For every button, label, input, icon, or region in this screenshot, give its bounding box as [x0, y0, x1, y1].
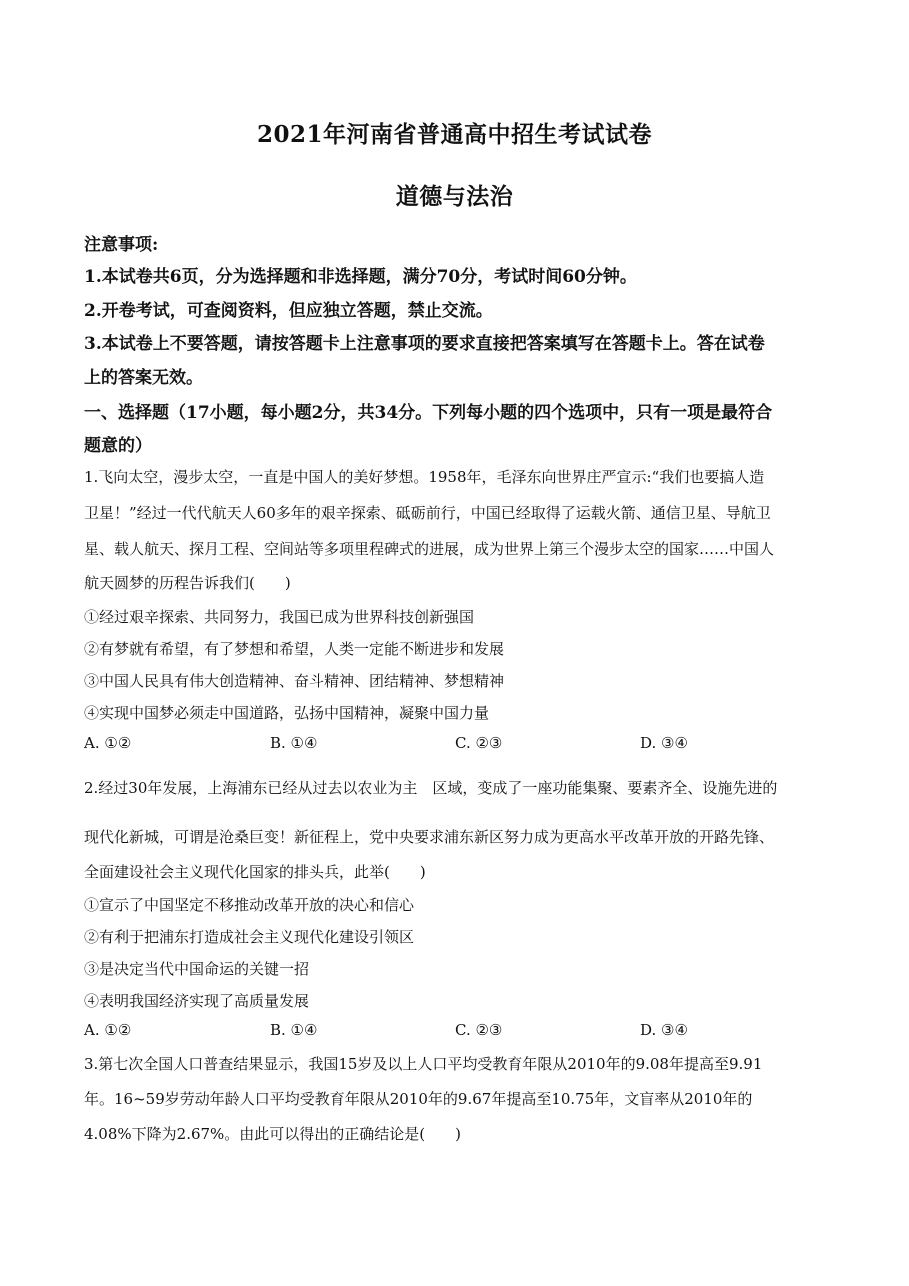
q2-option-b[interactable]: B. ①④ [270, 1021, 318, 1039]
notice-item-3: 3.本试卷上不要答题，请按答题卡上注意事项的要求直接把答案填写在答题卡上。答在试卷 [84, 334, 765, 354]
q1-text: 星、载人航天、探月工程、空间站等多项里程碑式的进展，成为世界上第三个漫步太空的国家……中国人 [84, 540, 775, 558]
q2-option-d[interactable]: D. ③④ [640, 1021, 688, 1039]
q1-option-b[interactable]: B. ①④ [270, 734, 318, 752]
q2-statement: ①宣示了中国坚定不移推动改革开放的决心和信心 [84, 896, 415, 914]
q2-option-a[interactable]: A. ①② [84, 1021, 132, 1039]
q3-text: 3.第七次全国人口普查结果显示，我国15岁及以上人口平均受教育年限从2010年的9.08年提高至9.91 [84, 1055, 763, 1073]
q2-statement: ②有利于把浦东打造成社会主义现代化建设引领区 [84, 928, 415, 946]
q2-statement: ④表明我国经济实现了高质量发展 [84, 992, 310, 1010]
q1-statement: ②有梦就有希望，有了梦想和希望，人类一定能不断进步和发展 [84, 640, 505, 658]
q1-option-d[interactable]: D. ③④ [640, 734, 688, 752]
notice-item-1: 1.本试卷共6页，分为选择题和非选择题，满分70分，考试时间60分钟。 [84, 267, 637, 287]
q1-text: 航天圆梦的历程告诉我们( ) [84, 574, 291, 592]
q1-option-a[interactable]: A. ①② [84, 734, 132, 752]
q1-text: 1.飞向太空，漫步太空，一直是中国人的美好梦想。1958年，毛泽东向世界庄严宣示:“我们也要搞人造 [84, 468, 765, 486]
notice-heading: 注意事项: [84, 235, 159, 255]
q3-text: 年。16~59岁劳动年龄人口平均受教育年限从2010年的9.67年提高至10.75年，文盲率从2010年的 [84, 1090, 753, 1108]
section-heading: 一、选择题（17小题，每小题2分，共34分。下列每小题的四个选项中，只有一项是最符合 [84, 403, 773, 423]
notice-item-3-cont: 上的答案无效。 [84, 368, 203, 388]
q1-option-c[interactable]: C. ②③ [455, 734, 503, 752]
notice-item-2: 2.开卷考试，可查阅资料，但应独立答题，禁止交流。 [84, 301, 493, 321]
exam-title: 2021年河南省普通高中招生考试试卷 [256, 121, 652, 148]
q2-text: 2.经过30年发展，上海浦东已经从过去以农业为主 区域，变成了一座功能集聚、要素齐全、设施先进的 [84, 779, 778, 797]
q1-text: 卫星！”经过一代代航天人60多年的艰辛探索、砥砺前行，中国已经取得了运载火箭、通信卫星、导航卫 [84, 504, 771, 522]
section-heading-cont: 题意的） [84, 436, 152, 456]
q2-text: 全面建设社会主义现代化国家的排头兵，此举( ) [84, 863, 426, 881]
q2-text: 现代化新城，可谓是沧桑巨变！新征程上，党中央要求浦东新区努力成为更高水平改革开放的开路先锋、 [84, 828, 775, 846]
q1-statement: ④实现中国梦必须走中国道路，弘扬中国精神，凝聚中国力量 [84, 704, 490, 722]
q3-text: 4.08%下降为2.67%。由此可以得出的正确结论是( ) [84, 1125, 462, 1143]
q1-statement: ③中国人民具有伟大创造精神、奋斗精神、团结精神、梦想精神 [84, 672, 505, 690]
subject-title: 道德与法治 [395, 183, 514, 210]
q2-statement: ③是决定当代中国命运的关键一招 [84, 960, 310, 978]
q2-option-c[interactable]: C. ②③ [455, 1021, 503, 1039]
q1-statement: ①经过艰辛探索、共同努力，我国已成为世界科技创新强国 [84, 608, 475, 626]
